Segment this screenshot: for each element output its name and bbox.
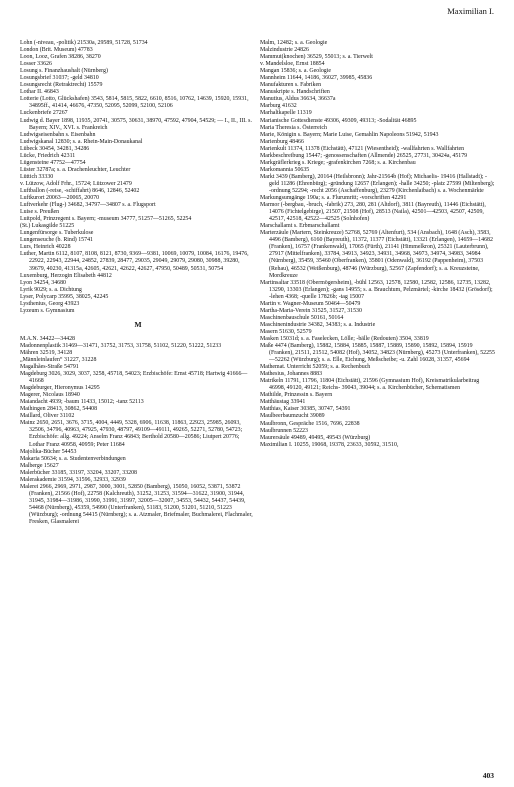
- index-entry: Matrikeln 11791, 11796, 11804 (Eichstätt), 21596 (Gymnasium Hof), Kreismatrikularbeitrag 46998, 49120, 49121; Reichs- 39043, 39044; s. a. Kirchenbücher, Schematismen: [260, 378, 480, 392]
- page-number: 403: [482, 771, 494, 780]
- index-entry: Markgräflerkrieg s. Kriege; -grafenkirchen 7268; s. a. Kirchenbau: [260, 159, 416, 166]
- index-entry: Mannheim 11644, 14186, 36027, 39985, 45836: [260, 75, 373, 82]
- index-entry: Ludwigseisenbahn s. Eisenbahn: [20, 131, 96, 138]
- index-entry: Luxemburg, Herzogin Elisabeth 44812: [20, 272, 112, 279]
- index-entry: Luftverkehr (Flug-) 34682, 34797—34807 s. a. Flugsport: [20, 202, 156, 209]
- index-entry: Luckenbriefe 27267: [20, 110, 68, 117]
- index-entry: Manutius, Aldus 36634, 36637a: [260, 96, 336, 103]
- index-entry: Losungsrecht (Retraktrecht) 15579: [20, 82, 103, 89]
- index-entry: Martinsaltar 33518 (Obermögersheim), -bühl 12563, 12578, 12580, 12582, 12586, 12735, 13282, 13290, 13303 (Erlangen); -gans 14955; s. a. Brauchtum, Pelzmärtel; -kirche 18432 (Grösdorf); -lehen 4368; -quelle 17826b; -tag 15007: [260, 279, 493, 300]
- index-entry: Malzindustrie 24826: [260, 47, 309, 54]
- index-entry: Lungenseuche (b. Rind) 15741: [20, 237, 93, 244]
- index-entry: Lücke, Friedrich 42311: [20, 152, 76, 159]
- index-entry: v. Mandelsloe, Ernst 18854: [260, 61, 325, 68]
- index-entry: (St.) Lukasgilde 51225: [20, 223, 75, 230]
- index-entry: Loon, Looz, Grafen 38286, 38270: [20, 54, 101, 61]
- index-entry: Maillard, Oliver 31102: [20, 413, 75, 420]
- index-entry: Lohn (-niveau, -politik) 21530a, 29589, 51728, 51734: [20, 40, 148, 46]
- index-entry: Markungsumgänge 190a; s. a. Flurumritt; -vorschriften 42291: [260, 195, 407, 202]
- index-entry: Marianische Gottesdienste 49306, 49309, 49313; -Sodalität 46895: [260, 117, 417, 124]
- index-entry: Malerei 2966, 2969, 2971, 2987, 3000, 3001, 52850 (Bamberg), 15050, 16052, 53871, 53872 (Franken), 21566 (Hof), 22758 (Kalchreuth), 31252, 31253, 31594—31622, 31900, 31944, 31945, 31984—31986, 31990, 31991, 31997, 32005—32007, 34553, 54432, 54437, 54439, 54468 (Nürnberg), 45359, 54990 (Unterfranken), 51183, 51200, 51201, 51210, 51223 (Würzburg); -ordnung 54415 (Nürnberg); s. a. Atzmaler, Briefmaler, Buchmalerei, Flachmaler, Fresken, Glasmalerei: [20, 483, 253, 526]
- index-entry: Lyser, Polycarp 35995, 38025, 42245: [20, 293, 109, 300]
- index-entry: Luitpold, Prinzregent s. Bayern; -museum 34777, 51257—51265, 52254: [20, 216, 192, 223]
- index-entry: Luftkurort 20063—20065, 20070: [20, 195, 100, 202]
- index-entry: Lurs, Heinrich 40228: [20, 244, 71, 251]
- index-entry: Malberge 15627: [20, 462, 59, 469]
- index-entry: Lübeck 30454, 34281, 34286: [20, 145, 90, 152]
- index-entry: Markt 3439 (Bamberg), 20164 (Heilsbronn); Jahr-21564b (Hof); Michaelis- 19416 (Hallstadt); -geld 11286 (Ehrenbürg); -gründung 12657 (Erlangen); -halle 34250; -platz 27599 (Miltenberg); -ordnung 52294; -recht 2056 (Aschaffenburg), 23279 (Kirchenlaibach) s. a. Wochenmärkte: [260, 173, 495, 194]
- index-entry: Maulbeerbaumzucht 39089: [260, 413, 325, 420]
- index-entry: Martha-Maria-Verein 31525, 31527, 31530: [260, 307, 362, 314]
- index-entry: Maschinenbauschule 50161, 50164: [260, 314, 344, 321]
- index-entry: Lyrik 9029; s. a. Dichtung: [20, 286, 82, 293]
- index-entry: Matthias, Kaiser 30385, 30747, 54391: [260, 406, 351, 413]
- index-entry: Mainz 2650, 2651, 3676, 3715, 4004, 4449, 5328, 6906, 11638, 11863, 22923, 25985, 26093, 32506, 34796, 40963, 47925, 47930, 48797, 49109—49111, 49265, 52271, 52780, 54723; Erzbischöfe: allg. 49224; Anselm Franz 46843; Berthold 20580—20586; Liutpert 20776; Lothar Franz 40958, 40959; Peter 11684: [20, 420, 243, 448]
- index-entry: Ludwigskanal 12830; s. a. Rhein-Main-Donaukanal: [20, 138, 143, 145]
- index-entry: Marie, Königin s. Bayern; Marie Luise, Gemahlin Napoleons 51942, 51943: [260, 131, 439, 138]
- index-entry: Marienburg 48466: [260, 138, 304, 145]
- index-entry: Lyzeum s. Gymnasium: [20, 307, 75, 314]
- index-entry: Mathemat. Unterricht 52059; s. a. Rechenbuch: [260, 364, 371, 371]
- index-entry: Losser 33626: [20, 61, 52, 68]
- index-entry: Losung s. Finanzhaushalt (Nürnberg): [20, 68, 108, 75]
- index-entry: Mathilde, Prinzessin s. Bayern: [260, 392, 333, 399]
- index-entry: Masken 15031d; s. a. Faselecken, Lölle; -bälle (Redouten) 3504, 33819: [260, 335, 429, 342]
- index-entry: Mähren 32519, 34128: [20, 349, 73, 356]
- index-entry: Masern 51630, 52579: [260, 328, 312, 335]
- left-entries-before: [20, 40, 256, 315]
- index-entry: Ludwig d. Bayer 1898, 11935, 20741, 30575, 30631, 38970, 47592, 47904, 54529; — I., II., III. s. Bayern; XIV., XVI. s. Frankreich: [20, 117, 252, 131]
- index-entry: Martin v. Wagner-Museum 50464—50479: [260, 300, 361, 307]
- index-entry: Marienkult 11374, 11378 (Eichstätt), 47121 (Wiesentheid); -wallfahrten s. Wallfahrten: [260, 145, 465, 152]
- index-entry: Markbeschreibung 15447; -genossenschaften (Allmende) 26525, 27731, 30424a, 45179: [260, 152, 468, 159]
- index-entry: Mammut(knochen) 36529, 55013; s. a. Tierwelt: [260, 54, 373, 61]
- index-entry: Luftballon (-reise, -schiffahrt) 8646, 12846, 52402: [20, 187, 140, 194]
- index-entry: Magalhães-Straße 54791: [20, 364, 79, 371]
- index-entry: Malerbücher 33185, 33197, 33204, 33207, 33208: [20, 469, 137, 476]
- index-entry: Malm, 12482; s. a. Geologie: [260, 40, 328, 46]
- index-entry: Lothar II. 46843: [20, 89, 59, 96]
- index-entry: Marterzäule (Martern, Steinkreuze) 52768, 52769 (Altenfurt), 534 (Ansbach), 1648 (Asch), 3583, 4496 (Bamberg), 6160 (Bayreuth), 11372, 11377 (Eichstätt), 13321 (Erlangen), 14659—14682 (Franken), 16757 (Frankenwald), 17065 (Fürth), 21141 (Himmelkron), 25321 (Lauterbrunn), 27917 (Mittelfranken), 33784, 34913, 34923, 34931, 34968, 34973, 34974, 34983, 34984 (Nürnberg), 35459, 35460 (Oberfranken), 35801 (Odenwald), 36192 (Pappenheim), 37503 (Rehau), 46532 (Weißenburg), 48746 (Würzburg), 52567 (Zapfendorf); s. a. Kreuzsteine, Mordkreuze: [260, 230, 493, 279]
- index-entry: Maulbrunnen 52223: [260, 427, 308, 434]
- index-entry: Marhaltkapelle 11319: [260, 110, 312, 117]
- section-letter: M: [134, 319, 142, 329]
- index-entry: M.A.N. 34422—34428: [20, 335, 75, 342]
- index-entry: Madonnenplastik 31469—31471, 31752, 31753, 31758, 51102, 51220, 51222, 51233: [20, 342, 222, 349]
- index-entry: Lotterie (Lotto, Glückshafen) 3543, 5814, 5815, 5822, 6610, 8516, 10762, 14639, 15920, 15931, 34895ff., 41414, 46676, 47350, 52095, 52099, 52100, 52106: [20, 96, 249, 110]
- right-entries: [260, 40, 496, 449]
- index-entry: Lüttich 33330: [20, 173, 54, 180]
- index-entry: Luther, Martin 6112, 8107, 8108, 8121, 8730, 9369—9381, 10069, 10079, 10084, 16176, 19476, 22922, 22943, 22944, 24852, 27839, 28477, 29035, 29049, 29079, 29080, 30988, 39280, 39679, 40230, 41315a, 42605, 42621, 42622, 42627, 47950, 50489, 50531, 50754: [20, 251, 249, 272]
- index-entry: Matthäustag 33941: [260, 399, 306, 406]
- index-entry: Maihingen 28413, 30862, 54408: [20, 406, 98, 413]
- index-entry: Magerer, Nicolaus 18940: [20, 392, 80, 399]
- index-entry: Lysthenius, Georg 43923: [20, 300, 80, 307]
- index-entry: Marmor (-bergbau, -bruch, -fabrik) 273, 280, 281 (Altdorf), 3811 (Bayreuth), 11446 (Eichstätt), 14076 (Fichtelgebirge), 21507, 21508 (Hof), 28513 (Naila), 42501—42503, 42507, 42509, 42517, 42518, 42522—42525 (Solnhofen): [260, 202, 486, 223]
- index-entry: Maße 4474 (Bamberg), 15882, 15884, 15885, 15887, 15889, 15890, 15892, 15894, 15919 (Franken), 21511, 21512, 54082 (Hof), 34052, 34823 (Nürnberg), 45273 (Unterfranken), 52255—52262 (Würzburg); s. a. Elle, Eichung, Meßscheibe; -u. Zahl 16028, 31357, 45694: [260, 343, 495, 364]
- index-entry: Magdeburger, Hieronymus 14295: [20, 385, 100, 392]
- index-entry: v. Lützow, Adolf Frhr., 15724; Lützower 21479: [20, 180, 132, 187]
- left-column: [20, 40, 256, 526]
- index-entry: Maschinenindustrie 34382, 34383; s. a. Industrie: [260, 321, 376, 328]
- running-head: Maximilian I.: [447, 6, 494, 16]
- index-entry: Magdeburg 3026, 3029, 3037, 3258, 45718, 54023; Erzbischöfe: Ernst 45718; Hartwig 41666—41668: [20, 371, 248, 385]
- index-entry: Maurersäule 49489, 49495, 49543 (Würzburg): [260, 434, 371, 441]
- index-entry: Losungsbrief 31037; -geld 34810: [20, 75, 99, 82]
- index-entry: Makaria 50634; s. a. Studentenverbindungen: [20, 455, 126, 462]
- index-entry: Mangan 15836; s. a. Geologie: [260, 68, 332, 75]
- index-entry: Luise s. Preußen: [20, 209, 60, 216]
- left-entries-after: [20, 336, 256, 526]
- index-entry: Lügensteine 47752—47754: [20, 159, 86, 166]
- index-entry: Maximilian I. 10255, 19068, 19378, 23633, 30592, 31510,: [260, 441, 399, 448]
- index-entry: Manufakturen s. Fabriken: [260, 82, 322, 89]
- index-entry: Marburg 41632: [260, 103, 297, 110]
- index-entry: Lyon 34254, 34680: [20, 279, 66, 286]
- index-entry: Marschallamt s. Erbmarschallamt: [260, 223, 340, 230]
- right-column: [260, 40, 496, 449]
- index-entry: Lüster 32787a; s. a. Drachenleuchter, Leuchter: [20, 166, 131, 173]
- index-entry: Markomannia 50635: [260, 166, 310, 173]
- index-entry: Maria Theresia s. Österreich: [260, 124, 327, 131]
- index-entry: Maiandacht 4939; -baum 11433, 15012; -tanz 52113: [20, 399, 144, 406]
- index-entry: Lungenfürsorge s. Tuberkulose: [20, 230, 94, 237]
- index-entry: Maulbronn, Gespräche 1516, 7696, 22838: [260, 420, 360, 427]
- index-entry: Majolika-Bücher 54453: [20, 448, 77, 455]
- index-entry: Malerakademie 31594, 31596, 32933, 32939: [20, 476, 126, 483]
- index-entry: London (Brit. Museum) 47783: [20, 47, 93, 54]
- index-entry: Manuskripte s. Handschriften: [260, 89, 330, 96]
- index-entry: Mathesius, Johannes 8883: [260, 371, 323, 378]
- index-entry: „Männleinlaufen“ 31227, 31228: [20, 356, 97, 363]
